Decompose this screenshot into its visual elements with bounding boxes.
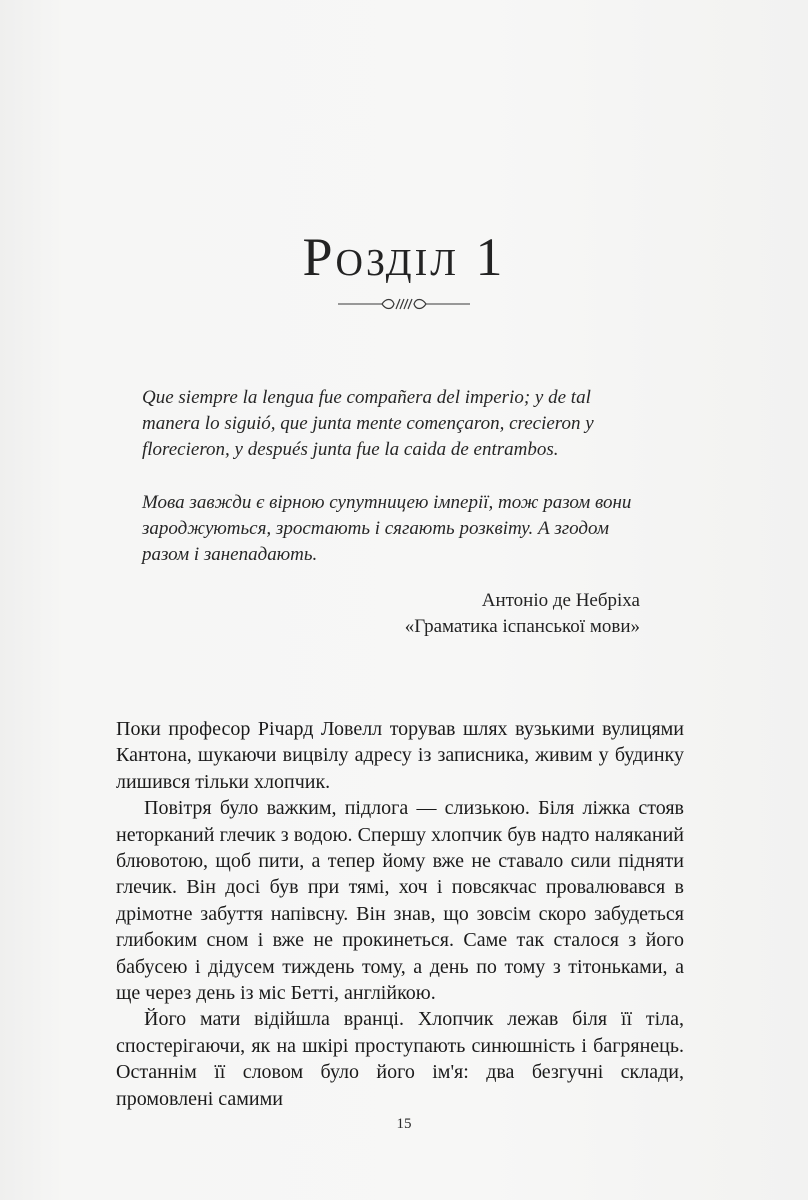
epigraph-author: Антоніо де Небріха (481, 590, 640, 611)
epigraph-ukrainian: Мова завжди є вірною супутницею імперії, тож разом вони зароджуються, зростають і сягають розквіту. А згодом разом і занепадають. (142, 492, 632, 565)
paragraph: Його мати відійшла вранці. Хлопчик лежав біля її тіла, спостерігаючи, як на шкірі проступають синюшність і багрянець. Останнім її словом було його ім'я: два безгучні склади, промовлені самими (116, 1008, 684, 1110)
ornament-flourish-icon (334, 292, 474, 316)
paragraph: Поки професор Річард Ловелл торував шлях вузькими вулицями Кантона, шукаючи вицвілу адресу із записника, живим у будинку лишився тільки хлопчик. (116, 718, 684, 793)
paragraph: Повітря було важким, підлога — слизькою. Біля ліжка стояв неторканий глечик з водою. Спершу хлопчик був надто наляканий блювотою, щоб пити, а тепер йому вже не ставало сили підняти глечик. Він досі був при тямі, хоч і повсякчас провалювався в дрімотне забуття напівсну. Він знав, що зовсім скоро забудеться глибоким сном і вже не прокинеться. Саме так сталося з його бабусею і дідусем тиждень тому, а день по тому з тітоньками, а ще через день із міс Бетті, англійкою. (116, 797, 684, 1005)
body-text (116, 716, 684, 1112)
page-number: 15 (396, 1116, 412, 1132)
chapter-title: Розділ 1 (302, 227, 506, 287)
epigraph-spanish: Que siempre la lengua fue compañera del imperio; y de tal manera lo siguió, que junta mente començaron, crecieron y florecieron, y después junta fue la caida de entrambos. (142, 387, 594, 460)
epigraph-work: «Граматика іспанської мови» (404, 616, 640, 637)
